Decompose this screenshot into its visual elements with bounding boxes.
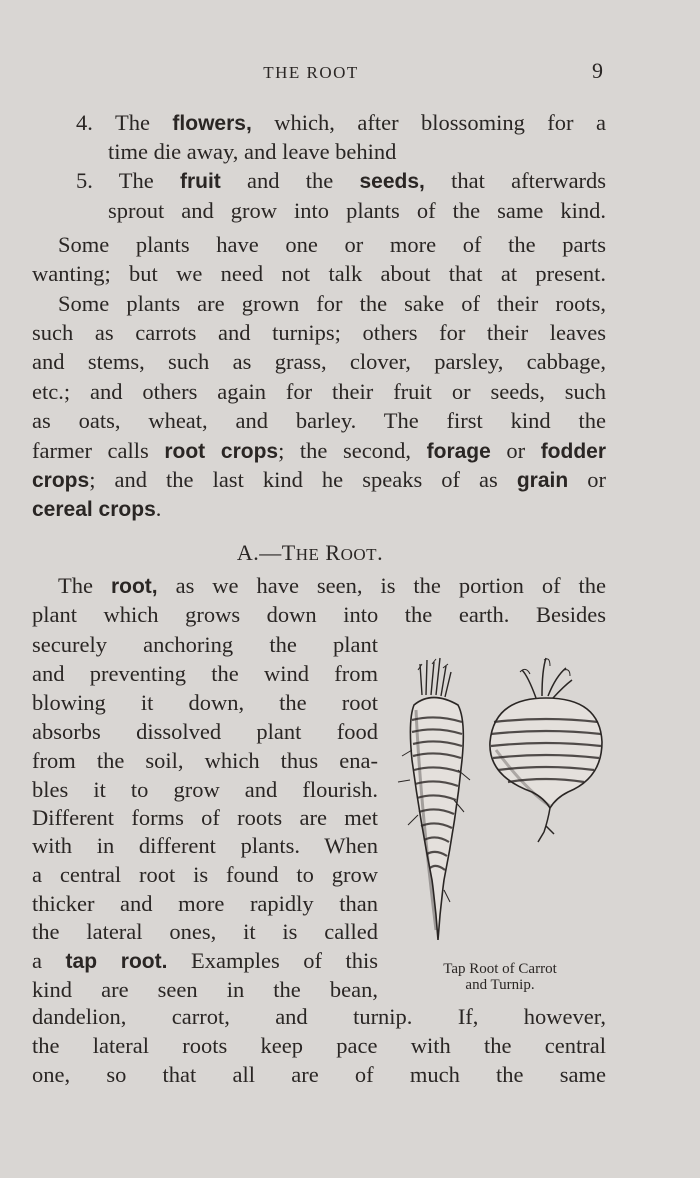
para3-line: absorbs dissolved plant food xyxy=(32,719,378,744)
figure-caption-line: Tap Root of Carrot xyxy=(443,961,557,977)
para2-line: crops; and the last kind he speaks of as grain or xyxy=(32,467,607,492)
para3-line: plant which grows down into the earth. Besides xyxy=(32,602,606,627)
carrot-illustration xyxy=(398,658,470,940)
para3-line: and preventing the wind from xyxy=(32,661,378,686)
list-item-5: 5. The fruit and the seeds, that afterwards xyxy=(76,168,607,193)
para3-line: dandelion, carrot, and turnip. If, however, xyxy=(32,1004,606,1029)
para3-line: bles it to grow and flourish. xyxy=(32,777,378,802)
para1-line: wanting; but we need not talk about that at present. xyxy=(32,261,606,286)
para3-line: the lateral ones, it is called xyxy=(32,919,378,944)
para3-line: from the soil, which thus ena- xyxy=(32,748,378,773)
para3-line: one, so that all are of much the same xyxy=(32,1062,606,1087)
carrot-turnip-illustration xyxy=(396,650,610,960)
list-item-5-cont: sprout and grow into plants of the same kind. xyxy=(108,198,606,223)
para3-line: thicker and more rapidly than xyxy=(32,891,378,916)
para2-line: Some plants are grown for the sake of their roots, xyxy=(58,291,606,316)
para3-line: blowing it down, the root xyxy=(32,690,378,715)
para3-line: the lateral roots keep pace with the central xyxy=(32,1033,606,1058)
para1-line: Some plants have one or more of the parts xyxy=(58,232,606,257)
running-head: THE ROOT xyxy=(263,63,359,82)
para3-line: securely anchoring the plant xyxy=(32,632,378,657)
para2-line: and stems, such as grass, clover, parsley, cabbage, xyxy=(32,349,606,374)
turnip-illustration xyxy=(490,658,602,842)
page-number: 9 xyxy=(592,58,603,83)
para2-line: cereal crops. xyxy=(32,496,162,521)
para3-line: a central root is found to grow xyxy=(32,862,378,887)
para2-line: such as carrots and turnips; others for their leaves xyxy=(32,320,606,345)
list-item-4: 4. The flowers, which, after blossoming for a xyxy=(76,110,607,135)
para2-line: as oats, wheat, and barley. The first kind the xyxy=(32,408,606,433)
section-heading: A.—THE ROOT. xyxy=(236,540,384,565)
para3-line: The root, as we have seen, is the portion of the xyxy=(58,573,607,598)
para2-line: farmer calls root crops; the second, forage or fodder xyxy=(32,438,607,463)
list-item-4-cont: time die away, and leave behind xyxy=(108,139,397,164)
para2-line: etc.; and others again for their fruit or seeds, such xyxy=(32,379,606,404)
para3-line: with in different plants. When xyxy=(32,833,378,858)
figure-caption-line: and Turnip. xyxy=(465,977,535,993)
para3-line: Different forms of roots are met xyxy=(32,805,378,830)
para3-line: a tap root. Examples of this xyxy=(32,948,379,973)
para3-line: kind are seen in the bean, xyxy=(32,977,378,1002)
